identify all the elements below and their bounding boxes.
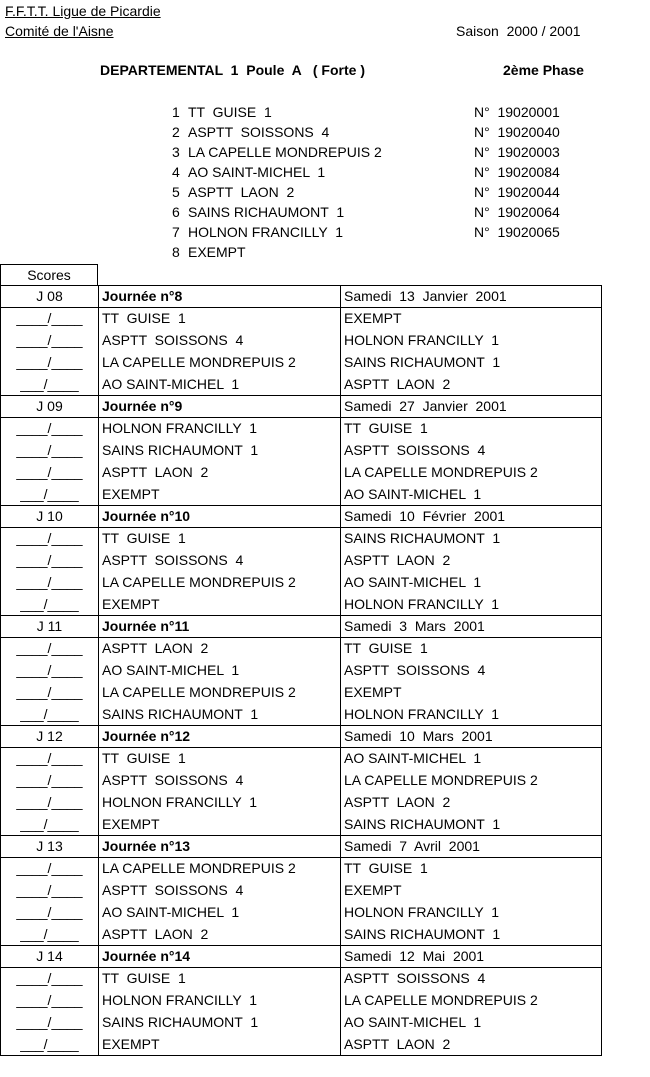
round-name: Journée n°12 [99, 726, 341, 748]
away-team: ASPTT SOISSONS 4 [341, 440, 602, 462]
score-field[interactable]: ___/____ [1, 484, 99, 506]
match-row [1, 550, 602, 572]
match-row [1, 968, 602, 990]
score-field[interactable]: ____/____ [1, 792, 99, 814]
away-team: AO SAINT-MICHEL 1 [341, 484, 602, 506]
home-team: EXEMPT [99, 814, 341, 836]
away-team: ASPTT LAON 2 [341, 1034, 602, 1056]
score-field[interactable]: ____/____ [1, 440, 99, 462]
match-row [1, 484, 602, 506]
team-name: SAINS RICHAUMONT 1 [188, 204, 345, 220]
score-field[interactable]: ___/____ [1, 814, 99, 836]
team-number: 2 [172, 124, 180, 140]
round-name: Journée n°14 [99, 946, 341, 968]
home-team: SAINS RICHAUMONT 1 [99, 440, 341, 462]
team-row [172, 242, 612, 262]
match-row [1, 528, 602, 550]
match-row [1, 374, 602, 396]
away-team: ASPTT SOISSONS 4 [341, 660, 602, 682]
match-row [1, 462, 602, 484]
away-team: ASPTT LAON 2 [341, 550, 602, 572]
match-row [1, 792, 602, 814]
away-team: LA CAPELLE MONDREPUIS 2 [341, 770, 602, 792]
division-title: DEPARTEMENTAL 1 Poule A ( Forte ) [100, 62, 365, 78]
home-team: SAINS RICHAUMONT 1 [99, 1012, 341, 1034]
home-team: LA CAPELLE MONDREPUIS 2 [99, 682, 341, 704]
round-name: Journée n°8 [99, 286, 341, 308]
score-field[interactable]: ___/____ [1, 1034, 99, 1056]
away-team: HOLNON FRANCILLY 1 [341, 330, 602, 352]
home-team: LA CAPELLE MONDREPUIS 2 [99, 352, 341, 374]
org-name: F.F.T.T. Ligue de Picardie [5, 3, 161, 19]
home-team: ASPTT SOISSONS 4 [99, 770, 341, 792]
round-date: Samedi 3 Mars 2001 [341, 616, 602, 638]
match-row [1, 1034, 602, 1056]
round-date: Samedi 12 Mai 2001 [341, 946, 602, 968]
away-team: EXEMPT [341, 308, 602, 330]
team-license-number: N° 19020003 [474, 144, 560, 160]
round-code: J 08 [1, 286, 99, 308]
match-row [1, 1012, 602, 1034]
home-team: AO SAINT-MICHEL 1 [99, 660, 341, 682]
match-row [1, 858, 602, 880]
round-code: J 10 [1, 506, 99, 528]
match-row [1, 880, 602, 902]
home-team: HOLNON FRANCILLY 1 [99, 792, 341, 814]
team-license-number: N° 19020084 [474, 164, 560, 180]
round-code: J 12 [1, 726, 99, 748]
away-team: ASPTT LAON 2 [341, 374, 602, 396]
home-team: ASPTT SOISSONS 4 [99, 330, 341, 352]
score-field[interactable]: ____/____ [1, 572, 99, 594]
home-team: AO SAINT-MICHEL 1 [99, 374, 341, 396]
team-name: TT GUISE 1 [188, 104, 272, 120]
team-list [172, 102, 612, 262]
season-label: Saison 2000 / 2001 [456, 23, 581, 39]
team-name: LA CAPELLE MONDREPUIS 2 [188, 144, 382, 160]
team-number: 8 [172, 244, 180, 260]
home-team: EXEMPT [99, 484, 341, 506]
home-team: HOLNON FRANCILLY 1 [99, 418, 341, 440]
home-team: EXEMPT [99, 1034, 341, 1056]
away-team: AO SAINT-MICHEL 1 [341, 1012, 602, 1034]
away-team: HOLNON FRANCILLY 1 [341, 594, 602, 616]
home-team: HOLNON FRANCILLY 1 [99, 990, 341, 1012]
round-date: Samedi 27 Janvier 2001 [341, 396, 602, 418]
round-name: Journée n°9 [99, 396, 341, 418]
match-row [1, 418, 602, 440]
match-row [1, 660, 602, 682]
round-header-row [1, 506, 602, 528]
home-team: ASPTT SOISSONS 4 [99, 550, 341, 572]
score-field[interactable]: ___/____ [1, 924, 99, 946]
away-team: TT GUISE 1 [341, 638, 602, 660]
team-name: HOLNON FRANCILLY 1 [188, 224, 344, 240]
score-field[interactable]: ____/____ [1, 880, 99, 902]
team-number: 1 [172, 104, 180, 120]
home-team: SAINS RICHAUMONT 1 [99, 704, 341, 726]
home-team: TT GUISE 1 [99, 528, 341, 550]
round-header-row [1, 396, 602, 418]
team-row [172, 142, 612, 162]
match-row [1, 352, 602, 374]
round-name: Journée n°13 [99, 836, 341, 858]
scores-header: Scores [0, 264, 98, 286]
schedule-table [0, 285, 602, 1056]
round-code: J 13 [1, 836, 99, 858]
team-row [172, 122, 612, 142]
home-team: AO SAINT-MICHEL 1 [99, 902, 341, 924]
match-row [1, 770, 602, 792]
team-row [172, 162, 612, 182]
match-row [1, 704, 602, 726]
score-field[interactable]: ____/____ [1, 550, 99, 572]
team-row [172, 222, 612, 242]
round-code: J 09 [1, 396, 99, 418]
away-team: SAINS RICHAUMONT 1 [341, 814, 602, 836]
round-date: Samedi 10 Février 2001 [341, 506, 602, 528]
team-license-number: N° 19020001 [474, 104, 560, 120]
home-team: ASPTT SOISSONS 4 [99, 880, 341, 902]
round-date: Samedi 10 Mars 2001 [341, 726, 602, 748]
committee-name: Comité de l'Aisne [5, 23, 114, 39]
score-field[interactable]: ____/____ [1, 528, 99, 550]
team-number: 4 [172, 164, 180, 180]
home-team: ASPTT LAON 2 [99, 462, 341, 484]
match-row [1, 440, 602, 462]
score-field[interactable]: ____/____ [1, 1012, 99, 1034]
match-row [1, 902, 602, 924]
match-row [1, 638, 602, 660]
home-team: ASPTT LAON 2 [99, 924, 341, 946]
match-row [1, 814, 602, 836]
round-header-row [1, 946, 602, 968]
score-field[interactable]: ____/____ [1, 990, 99, 1012]
round-code: J 11 [1, 616, 99, 638]
round-name: Journée n°10 [99, 506, 341, 528]
away-team: TT GUISE 1 [341, 418, 602, 440]
away-team: HOLNON FRANCILLY 1 [341, 902, 602, 924]
home-team: TT GUISE 1 [99, 748, 341, 770]
away-team: SAINS RICHAUMONT 1 [341, 352, 602, 374]
team-license-number: N° 19020064 [474, 204, 560, 220]
phase-label: 2ème Phase [503, 62, 584, 78]
score-field[interactable]: ____/____ [1, 638, 99, 660]
team-name: ASPTT SOISSONS 4 [188, 124, 330, 140]
score-field[interactable]: ____/____ [1, 902, 99, 924]
score-field[interactable]: ____/____ [1, 682, 99, 704]
away-team: EXEMPT [341, 682, 602, 704]
team-number: 5 [172, 184, 180, 200]
score-field[interactable]: ____/____ [1, 748, 99, 770]
team-number: 6 [172, 204, 180, 220]
team-license-number: N° 19020040 [474, 124, 560, 140]
away-team: SAINS RICHAUMONT 1 [341, 528, 602, 550]
score-field[interactable]: ____/____ [1, 770, 99, 792]
round-code: J 14 [1, 946, 99, 968]
team-number: 7 [172, 224, 180, 240]
team-row [172, 102, 612, 122]
round-header-row [1, 836, 602, 858]
home-team: TT GUISE 1 [99, 308, 341, 330]
team-row [172, 202, 612, 222]
round-name: Journée n°11 [99, 616, 341, 638]
away-team: SAINS RICHAUMONT 1 [341, 924, 602, 946]
match-row [1, 924, 602, 946]
match-row [1, 330, 602, 352]
away-team: AO SAINT-MICHEL 1 [341, 748, 602, 770]
match-row [1, 990, 602, 1012]
away-team: EXEMPT [341, 880, 602, 902]
team-name: AO SAINT-MICHEL 1 [188, 164, 326, 180]
team-license-number: N° 19020044 [474, 184, 560, 200]
match-row [1, 572, 602, 594]
home-team: LA CAPELLE MONDREPUIS 2 [99, 572, 341, 594]
team-name: EXEMPT [188, 244, 246, 260]
score-field[interactable]: ____/____ [1, 462, 99, 484]
round-date: Samedi 13 Janvier 2001 [341, 286, 602, 308]
round-date: Samedi 7 Avril 2001 [341, 836, 602, 858]
away-team: TT GUISE 1 [341, 858, 602, 880]
score-field[interactable]: ___/____ [1, 594, 99, 616]
home-team: TT GUISE 1 [99, 968, 341, 990]
home-team: LA CAPELLE MONDREPUIS 2 [99, 858, 341, 880]
team-name: ASPTT LAON 2 [188, 184, 295, 200]
away-team: HOLNON FRANCILLY 1 [341, 704, 602, 726]
team-number: 3 [172, 144, 180, 160]
home-team: EXEMPT [99, 594, 341, 616]
score-field[interactable]: ____/____ [1, 308, 99, 330]
match-row [1, 748, 602, 770]
score-field[interactable]: ___/____ [1, 704, 99, 726]
score-field[interactable]: ____/____ [1, 330, 99, 352]
away-team: LA CAPELLE MONDREPUIS 2 [341, 462, 602, 484]
home-team: ASPTT LAON 2 [99, 638, 341, 660]
score-field[interactable]: ___/____ [1, 374, 99, 396]
score-field[interactable]: ____/____ [1, 660, 99, 682]
score-field[interactable]: ____/____ [1, 968, 99, 990]
round-header-row [1, 726, 602, 748]
score-field[interactable]: ____/____ [1, 858, 99, 880]
score-field[interactable]: ____/____ [1, 352, 99, 374]
match-row [1, 682, 602, 704]
round-header-row [1, 286, 602, 308]
score-field[interactable]: ____/____ [1, 418, 99, 440]
team-row [172, 182, 612, 202]
match-row [1, 308, 602, 330]
away-team: LA CAPELLE MONDREPUIS 2 [341, 990, 602, 1012]
away-team: ASPTT SOISSONS 4 [341, 968, 602, 990]
team-license-number: N° 19020065 [474, 224, 560, 240]
away-team: ASPTT LAON 2 [341, 792, 602, 814]
away-team: AO SAINT-MICHEL 1 [341, 572, 602, 594]
match-row [1, 594, 602, 616]
round-header-row [1, 616, 602, 638]
